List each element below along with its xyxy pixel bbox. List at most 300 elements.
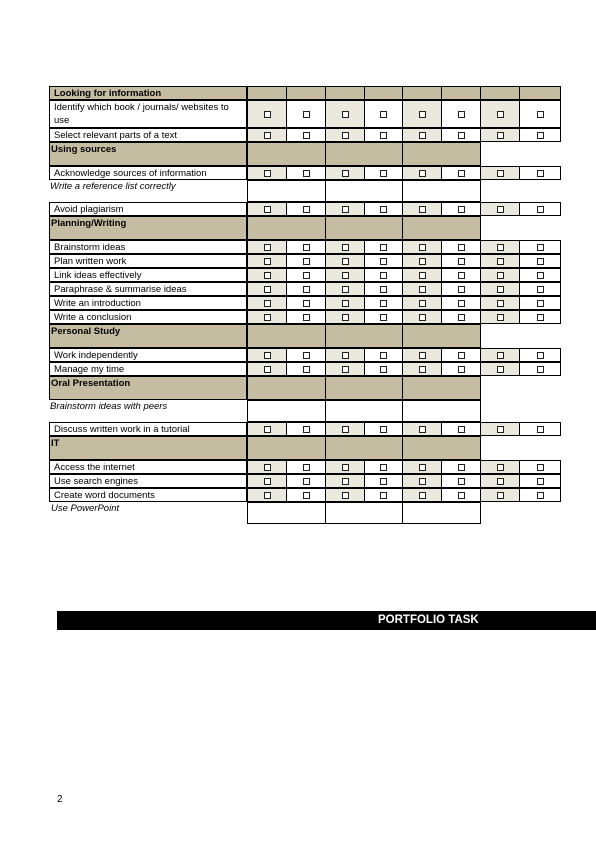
rating-cell <box>519 166 561 180</box>
rating-cell <box>364 422 403 436</box>
checkbox[interactable] <box>419 206 426 213</box>
checkbox[interactable] <box>342 170 349 177</box>
checkbox[interactable] <box>342 258 349 265</box>
checkbox[interactable] <box>419 492 426 499</box>
rating-cell <box>247 202 287 216</box>
checkbox[interactable] <box>303 206 310 213</box>
checkbox[interactable] <box>458 352 465 359</box>
rating-cell <box>519 474 561 488</box>
section-header-row <box>49 216 561 240</box>
checkbox[interactable] <box>458 366 465 373</box>
header-cell <box>286 86 326 100</box>
rating-cell <box>364 488 403 502</box>
blank-cell <box>402 400 481 422</box>
rating-cell <box>364 362 403 376</box>
blank-cell <box>402 502 481 524</box>
checkbox[interactable] <box>380 206 387 213</box>
checkbox[interactable] <box>497 300 504 307</box>
checkbox[interactable] <box>537 244 544 251</box>
checkbox[interactable] <box>342 366 349 373</box>
checkbox[interactable] <box>303 426 310 433</box>
checkbox[interactable] <box>458 478 465 485</box>
checkbox[interactable] <box>497 492 504 499</box>
checkbox[interactable] <box>419 132 426 139</box>
checkbox[interactable] <box>458 244 465 251</box>
checkbox[interactable] <box>380 111 387 118</box>
rating-cell <box>402 240 442 254</box>
checkbox[interactable] <box>303 314 310 321</box>
checkbox[interactable] <box>380 300 387 307</box>
rating-cell <box>247 296 287 310</box>
rating-cell <box>441 474 481 488</box>
checkbox[interactable] <box>264 258 271 265</box>
rating-cell <box>441 240 481 254</box>
checkbox[interactable] <box>458 286 465 293</box>
checkbox[interactable] <box>458 132 465 139</box>
section-band-cell <box>247 216 326 240</box>
rating-cell <box>286 254 326 268</box>
rating-cell <box>441 422 481 436</box>
checkbox[interactable] <box>537 478 544 485</box>
rating-cell <box>402 348 442 362</box>
rating-cell <box>441 254 481 268</box>
checkbox[interactable] <box>380 426 387 433</box>
checkbox[interactable] <box>380 286 387 293</box>
checkbox[interactable] <box>537 258 544 265</box>
section-band-cell <box>325 436 403 460</box>
checkbox[interactable] <box>458 170 465 177</box>
checkbox[interactable] <box>303 111 310 118</box>
table-row <box>49 268 561 282</box>
rating-cell <box>480 240 520 254</box>
rating-cell <box>325 166 365 180</box>
rating-cell <box>441 100 481 128</box>
skill-label: Discuss written work in a tutorial <box>49 422 247 436</box>
checkbox[interactable] <box>419 314 426 321</box>
rating-cell <box>519 128 561 142</box>
rating-cell <box>286 422 326 436</box>
blank-cell <box>325 180 403 202</box>
rating-cell <box>441 202 481 216</box>
checkbox[interactable] <box>380 244 387 251</box>
checkbox[interactable] <box>342 272 349 279</box>
skill-label: Write a conclusion <box>49 310 247 324</box>
page-number: 2 <box>57 794 63 805</box>
table-row <box>49 348 561 362</box>
checkbox[interactable] <box>342 492 349 499</box>
rating-cell <box>247 422 287 436</box>
checkbox[interactable] <box>380 258 387 265</box>
checkbox[interactable] <box>419 464 426 471</box>
checkbox[interactable] <box>264 286 271 293</box>
table-row <box>49 502 561 524</box>
checkbox[interactable] <box>380 272 387 279</box>
checkbox[interactable] <box>419 426 426 433</box>
rating-cell <box>364 460 403 474</box>
rating-cell <box>325 422 365 436</box>
rating-cell <box>286 474 326 488</box>
checkbox[interactable] <box>419 170 426 177</box>
checkbox[interactable] <box>537 300 544 307</box>
checkbox[interactable] <box>419 258 426 265</box>
checkbox[interactable] <box>342 314 349 321</box>
blank-cell <box>325 502 403 524</box>
rating-cell <box>247 282 287 296</box>
rating-cell <box>247 166 287 180</box>
checkbox[interactable] <box>380 170 387 177</box>
checkbox[interactable] <box>264 170 271 177</box>
table-row <box>49 240 561 254</box>
checkbox[interactable] <box>380 478 387 485</box>
rating-cell <box>286 240 326 254</box>
checkbox[interactable] <box>303 132 310 139</box>
skill-label: Access the internet <box>49 460 247 474</box>
rating-cell <box>480 128 520 142</box>
checkbox[interactable] <box>458 492 465 499</box>
checkbox[interactable] <box>458 206 465 213</box>
table-row <box>49 100 561 128</box>
rating-cell <box>364 268 403 282</box>
checkbox[interactable] <box>303 272 310 279</box>
checkbox[interactable] <box>497 352 504 359</box>
section-band-cell <box>402 436 481 460</box>
rating-cell <box>441 282 481 296</box>
checkbox[interactable] <box>342 352 349 359</box>
checkbox[interactable] <box>537 132 544 139</box>
header-cell <box>364 86 403 100</box>
rating-cell <box>402 166 442 180</box>
rating-cell <box>402 474 442 488</box>
rating-cell <box>364 296 403 310</box>
section-title: Planning/Writing <box>49 216 247 240</box>
checkbox[interactable] <box>264 492 271 499</box>
rating-cell <box>247 310 287 324</box>
rating-cell <box>480 268 520 282</box>
rating-cell <box>286 310 326 324</box>
rating-cell <box>519 488 561 502</box>
header-cell <box>519 86 561 100</box>
checkbox[interactable] <box>497 464 504 471</box>
checkbox[interactable] <box>497 132 504 139</box>
checkbox[interactable] <box>303 352 310 359</box>
rating-cell <box>402 362 442 376</box>
checkbox[interactable] <box>303 258 310 265</box>
rating-cell <box>325 254 365 268</box>
rating-cell <box>480 166 520 180</box>
rating-cell <box>480 254 520 268</box>
rating-cell <box>364 240 403 254</box>
checkbox[interactable] <box>342 132 349 139</box>
skill-label: Plan written work <box>49 254 247 268</box>
checkbox[interactable] <box>303 366 310 373</box>
rating-cell <box>402 128 442 142</box>
rating-cell <box>402 422 442 436</box>
header-cell <box>247 86 287 100</box>
section-band-cell <box>325 142 403 166</box>
section-header-row <box>49 324 561 348</box>
checkbox[interactable] <box>303 492 310 499</box>
rating-cell <box>247 474 287 488</box>
rating-cell <box>480 100 520 128</box>
section-band-cell <box>402 376 481 400</box>
rating-cell <box>247 460 287 474</box>
rating-cell <box>325 348 365 362</box>
skill-label: Work independently <box>49 348 247 362</box>
checkbox[interactable] <box>497 272 504 279</box>
rating-cell <box>247 254 287 268</box>
section-title: Personal Study <box>49 324 247 348</box>
checkbox[interactable] <box>380 366 387 373</box>
checkbox[interactable] <box>497 286 504 293</box>
checkbox[interactable] <box>458 111 465 118</box>
section-header-row <box>49 142 561 166</box>
rating-cell <box>480 296 520 310</box>
rating-cell <box>519 100 561 128</box>
rating-cell <box>480 202 520 216</box>
checkbox[interactable] <box>303 286 310 293</box>
checkbox[interactable] <box>537 314 544 321</box>
rating-cell <box>402 268 442 282</box>
rating-cell <box>441 296 481 310</box>
checkbox[interactable] <box>497 426 504 433</box>
rating-cell <box>402 100 442 128</box>
section-band-cell <box>247 436 326 460</box>
checkbox[interactable] <box>380 314 387 321</box>
rating-cell <box>402 254 442 268</box>
rating-cell <box>286 460 326 474</box>
rating-cell <box>286 282 326 296</box>
skill-label: Create word documents <box>49 488 247 502</box>
rating-cell <box>325 310 365 324</box>
checkbox[interactable] <box>537 366 544 373</box>
rating-cell <box>325 296 365 310</box>
table-row <box>49 362 561 376</box>
blank-cell <box>325 400 403 422</box>
rating-cell <box>364 348 403 362</box>
checkbox[interactable] <box>458 258 465 265</box>
rating-cell <box>519 254 561 268</box>
checkbox[interactable] <box>264 464 271 471</box>
rating-cell <box>286 268 326 282</box>
checkbox[interactable] <box>342 426 349 433</box>
checkbox[interactable] <box>458 314 465 321</box>
checkbox[interactable] <box>264 244 271 251</box>
checkbox[interactable] <box>303 300 310 307</box>
rating-cell <box>286 296 326 310</box>
section-title: IT <box>49 436 247 460</box>
checkbox[interactable] <box>419 286 426 293</box>
section-band-cell <box>247 324 326 348</box>
checkbox[interactable] <box>342 300 349 307</box>
checkbox[interactable] <box>380 132 387 139</box>
rating-cell <box>364 128 403 142</box>
section-band-cell <box>325 216 403 240</box>
skill-label: Manage my time <box>49 362 247 376</box>
checkbox[interactable] <box>537 464 544 471</box>
checkbox[interactable] <box>419 300 426 307</box>
checkbox[interactable] <box>303 478 310 485</box>
blank-cell <box>247 400 326 422</box>
checkbox[interactable] <box>264 300 271 307</box>
skill-label: Acknowledge sources of information <box>49 166 247 180</box>
blank-cell <box>247 180 326 202</box>
checkbox[interactable] <box>264 111 271 118</box>
rating-cell <box>441 166 481 180</box>
rating-cell <box>247 268 287 282</box>
table-row <box>49 310 561 324</box>
rating-cell <box>364 166 403 180</box>
checkbox[interactable] <box>419 244 426 251</box>
rating-cell <box>402 282 442 296</box>
table-row <box>49 400 561 422</box>
section-header-row <box>49 86 561 100</box>
rating-cell <box>480 362 520 376</box>
rating-cell <box>441 488 481 502</box>
rating-cell <box>402 296 442 310</box>
checkbox[interactable] <box>264 366 271 373</box>
checkbox[interactable] <box>497 206 504 213</box>
checkbox[interactable] <box>458 272 465 279</box>
checkbox[interactable] <box>303 464 310 471</box>
checkbox[interactable] <box>342 206 349 213</box>
checkbox[interactable] <box>342 111 349 118</box>
section-title: Oral Presentation <box>49 376 247 400</box>
rating-cell <box>441 310 481 324</box>
rating-cell <box>519 282 561 296</box>
rating-cell <box>480 348 520 362</box>
rating-cell <box>519 362 561 376</box>
rating-cell <box>364 310 403 324</box>
checkbox[interactable] <box>537 272 544 279</box>
skill-label: Identify which book / journals/ websites to use <box>49 100 247 128</box>
checkbox[interactable] <box>342 244 349 251</box>
checkbox[interactable] <box>458 426 465 433</box>
checkbox[interactable] <box>419 272 426 279</box>
checkbox[interactable] <box>419 352 426 359</box>
section-band-cell <box>402 216 481 240</box>
checkbox[interactable] <box>264 478 271 485</box>
checkbox[interactable] <box>380 492 387 499</box>
checkbox[interactable] <box>342 478 349 485</box>
section-title: Using sources <box>49 142 247 166</box>
rating-cell <box>441 268 481 282</box>
checkbox[interactable] <box>537 352 544 359</box>
rating-cell <box>402 460 442 474</box>
skill-label: Write an introduction <box>49 296 247 310</box>
rating-cell <box>286 166 326 180</box>
checkbox[interactable] <box>537 286 544 293</box>
blank-cell <box>402 180 481 202</box>
rating-cell <box>441 362 481 376</box>
rating-cell <box>364 254 403 268</box>
rating-cell <box>480 488 520 502</box>
checkbox[interactable] <box>497 244 504 251</box>
checkbox[interactable] <box>264 352 271 359</box>
rating-cell <box>247 240 287 254</box>
checkbox[interactable] <box>497 170 504 177</box>
checkbox[interactable] <box>458 464 465 471</box>
checkbox[interactable] <box>303 170 310 177</box>
table-row <box>49 166 561 180</box>
rating-cell <box>441 460 481 474</box>
section-band-cell <box>247 376 326 400</box>
skills-checklist-table <box>49 86 561 524</box>
rating-cell <box>286 128 326 142</box>
checkbox[interactable] <box>264 426 271 433</box>
checkbox[interactable] <box>497 111 504 118</box>
skill-label: Select relevant parts of a text <box>49 128 247 142</box>
rating-cell <box>364 100 403 128</box>
table-row <box>49 180 561 202</box>
rating-cell <box>247 128 287 142</box>
checkbox[interactable] <box>303 244 310 251</box>
skill-label: Use search engines <box>49 474 247 488</box>
table-row <box>49 460 561 474</box>
rating-cell <box>325 268 365 282</box>
checkbox[interactable] <box>419 366 426 373</box>
checkbox[interactable] <box>264 314 271 321</box>
rating-cell <box>325 362 365 376</box>
checkbox[interactable] <box>264 206 271 213</box>
checkbox[interactable] <box>342 286 349 293</box>
rating-cell <box>364 474 403 488</box>
section-band-cell <box>402 142 481 166</box>
rating-cell <box>247 362 287 376</box>
checkbox[interactable] <box>497 366 504 373</box>
header-cell <box>402 86 442 100</box>
table-row <box>49 474 561 488</box>
skill-label: Brainstorm ideas <box>49 240 247 254</box>
checkbox[interactable] <box>380 352 387 359</box>
rating-cell <box>519 202 561 216</box>
checkbox[interactable] <box>537 111 544 118</box>
rating-cell <box>519 348 561 362</box>
rating-cell <box>402 202 442 216</box>
checkbox[interactable] <box>537 170 544 177</box>
section-band-cell <box>247 142 326 166</box>
rating-cell <box>286 362 326 376</box>
checkbox[interactable] <box>537 426 544 433</box>
skill-label: Use PowerPoint <box>51 503 120 514</box>
checkbox[interactable] <box>497 314 504 321</box>
checkbox[interactable] <box>419 111 426 118</box>
checkbox[interactable] <box>264 132 271 139</box>
header-cell <box>480 86 520 100</box>
rating-cell <box>325 240 365 254</box>
table-row <box>49 488 561 502</box>
checkbox[interactable] <box>537 206 544 213</box>
header-cell <box>325 86 365 100</box>
rating-cell <box>364 202 403 216</box>
checkbox[interactable] <box>342 464 349 471</box>
blank-cell <box>247 502 326 524</box>
checkbox[interactable] <box>419 478 426 485</box>
rating-cell <box>480 422 520 436</box>
rating-cell <box>325 474 365 488</box>
checkbox[interactable] <box>264 272 271 279</box>
rating-cell <box>519 460 561 474</box>
checkbox[interactable] <box>497 478 504 485</box>
rating-cell <box>364 282 403 296</box>
checkbox[interactable] <box>537 492 544 499</box>
section-title: Looking for information <box>49 86 247 100</box>
checkbox[interactable] <box>497 258 504 265</box>
checkbox[interactable] <box>458 300 465 307</box>
rating-cell <box>480 474 520 488</box>
checkbox[interactable] <box>380 464 387 471</box>
table-row <box>49 202 561 216</box>
rating-cell <box>325 128 365 142</box>
